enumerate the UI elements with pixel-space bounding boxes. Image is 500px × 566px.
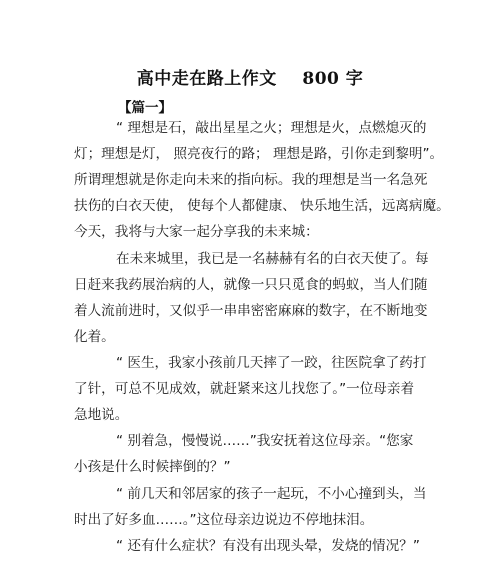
paragraph-line: 灯；理想是灯， 照亮夜行的路； 理想是路，引你走到黎明”。 [74,146,444,162]
paragraph-line: 着人流前进时，又似乎一串串密密麻麻的数字，在不断地变 [74,303,428,319]
document-title: 高中走在路上作文 800 字 [136,69,364,89]
paragraph-line: 急地说。 [74,407,129,423]
paragraph-line: “ 还有什么症状？有没有出现头晕，发烧的情况？” [116,538,420,554]
paragraph-line: 今天，我将与大家一起分享我的未来城： [74,224,319,240]
paragraph-line: “ 理想是石，敲出星星之火；理想是火，点燃熄灭的 [116,120,427,136]
paragraph-line: “ 前几天和邻居家的孩子一起玩，不小心撞到头，当 [116,486,427,502]
paragraph-line: “ 医生，我家小孩前几天摔了一跤，往医院拿了药打 [116,355,427,371]
paragraph-line: 所谓理想就是你走向未来的指向标。我的理想是当一名急死 [74,172,428,188]
paragraph-line: 了针，可总不见成效，就赶紧来这儿找您了。”一位母亲着 [74,381,415,397]
paragraph-line: 小孩是什么时候摔倒的？” [74,459,231,475]
paragraph-line: 日赶来我药展治病的人，就像一只只觅食的蚂蚁，当人们随 [74,277,428,293]
paragraph-line: 扶伤的白衣天使， 使每个人都健康、 快乐地生活，远离病魔。 [74,198,450,214]
paragraph-line: 时出了好多血……。”这位母亲边说边不停地抹泪。 [74,512,374,528]
section-label: 【篇一】 [118,100,172,116]
paragraph-line: 化着。 [74,329,115,345]
paragraph-line: 在未来城里，我已是一名赫赫有名的白衣天使了。每 [116,251,429,267]
paragraph-line: “ 别着急，慢慢说……”我安抚着这位母亲。“您家 [116,433,414,449]
